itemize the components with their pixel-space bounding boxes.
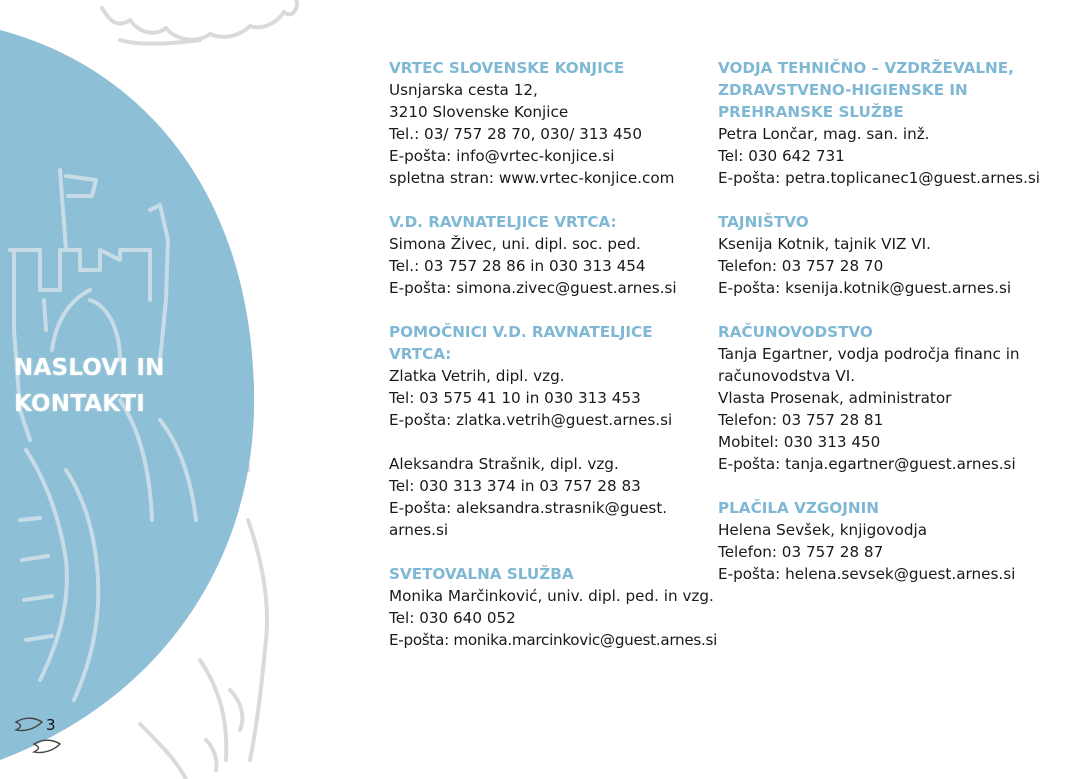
phone-line: Tel.: 03/ 757 28 70, 030/ 313 450 <box>389 125 642 143</box>
email-line: E-pošta: zlatka.vetrih@guest.arnes.si <box>389 411 673 429</box>
section-heading: PREHRANSKE SLUŽBE <box>718 103 904 121</box>
section-placila <box>718 497 1068 585</box>
name-line: Tanja Egartner, vodja področja financ in <box>718 345 1020 363</box>
name-line: Petra Lončar, mag. san. inž. <box>718 125 930 143</box>
section-heading: RAČUNOVODSTVO <box>718 323 873 341</box>
address-line: Usnjarska cesta 12, <box>389 81 538 99</box>
phone-line: Telefon: 03 757 28 87 <box>718 543 884 561</box>
section-ravnateljica <box>389 211 709 299</box>
section-heading: ZDRAVSTVENO-HIGIENSKE IN <box>718 81 968 99</box>
phone-line: Tel: 03 575 41 10 in 030 313 453 <box>389 389 641 407</box>
email-line: E-pošta: ksenija.kotnik@guest.arnes.si <box>718 279 1012 297</box>
name-line: Helena Sevšek, knjigovodja <box>718 521 928 539</box>
section-heading: VODJA TEHNIČNO – VZDRŽEVALNE, <box>718 59 1014 77</box>
phone-line: Telefon: 03 757 28 81 <box>718 411 884 429</box>
section-heading: TAJNIŠTVO <box>718 213 809 231</box>
email-line: E-pošta: monika.marcinkovic@guest.arnes.si <box>389 631 718 649</box>
email-line-cont: arnes.si <box>389 521 449 539</box>
title-line-2: KONTAKTI <box>14 391 145 417</box>
phone-line: Tel: 030 640 052 <box>389 609 516 627</box>
phone-line: Telefon: 03 757 28 70 <box>718 257 884 275</box>
section-svetovalna <box>389 563 718 651</box>
mobile-line: Mobitel: 030 313 450 <box>718 433 881 451</box>
email-line: E-pošta: aleksandra.strasnik@guest. <box>389 499 668 517</box>
page-title <box>14 350 165 422</box>
name-line: Vlasta Prosenak, administrator <box>718 389 952 407</box>
section-heading: V.D. RAVNATELJICE VRTCA: <box>389 213 617 231</box>
section-tajnistvo <box>718 211 1068 299</box>
contacts-column-right <box>718 57 1068 607</box>
contacts-column-left <box>389 57 718 673</box>
section-pomocnici <box>389 321 709 431</box>
name-line: Ksenija Kotnik, tajnik VIZ VI. <box>718 235 931 253</box>
address-line: 3210 Slovenske Konjice <box>389 103 569 121</box>
section-heading: SVETOVALNA SLUŽBA <box>389 565 574 583</box>
phone-line: Tel: 030 642 731 <box>718 147 845 165</box>
email-line: E-pošta: info@vrtec-konjice.si <box>389 147 615 165</box>
name-line: Simona Živec, uni. dipl. soc. ped. <box>389 235 641 253</box>
email-line: E-pošta: tanja.egartner@guest.arnes.si <box>718 455 1016 473</box>
section-strasnik <box>389 453 709 541</box>
section-vodja <box>718 57 1068 189</box>
email-line: E-pošta: petra.toplicanec1@guest.arnes.si <box>718 169 1041 187</box>
section-heading: POMOČNICI V.D. RAVNATELJICE VRTCA: <box>389 323 653 363</box>
section-racunovodstvo <box>718 321 1068 475</box>
name-line: Monika Marčinković, univ. dipl. ped. in vzg. <box>389 587 714 605</box>
website-line: spletna stran: www.vrtec-konjice.com <box>389 169 675 187</box>
section-heading: PLAČILA VZGOJNIN <box>718 499 879 517</box>
name-line: Aleksandra Strašnik, dipl. vzg. <box>389 455 619 473</box>
name-line: Zlatka Vetrih, dipl. vzg. <box>389 367 565 385</box>
email-line: E-pošta: helena.sevsek@guest.arnes.si <box>718 565 1016 583</box>
phone-line: Tel.: 03 757 28 86 in 030 313 454 <box>389 257 646 275</box>
section-vrtec <box>389 57 709 189</box>
email-line: E-pošta: simona.zivec@guest.arnes.si <box>389 279 677 297</box>
title-line-1: NASLOVI IN <box>14 355 165 381</box>
phone-line: Tel: 030 313 374 in 03 757 28 83 <box>389 477 641 495</box>
name-line-cont: računovodstva VI. <box>718 367 856 385</box>
page-number: 3 <box>46 716 56 734</box>
section-heading: VRTEC SLOVENSKE KONJICE <box>389 59 625 77</box>
